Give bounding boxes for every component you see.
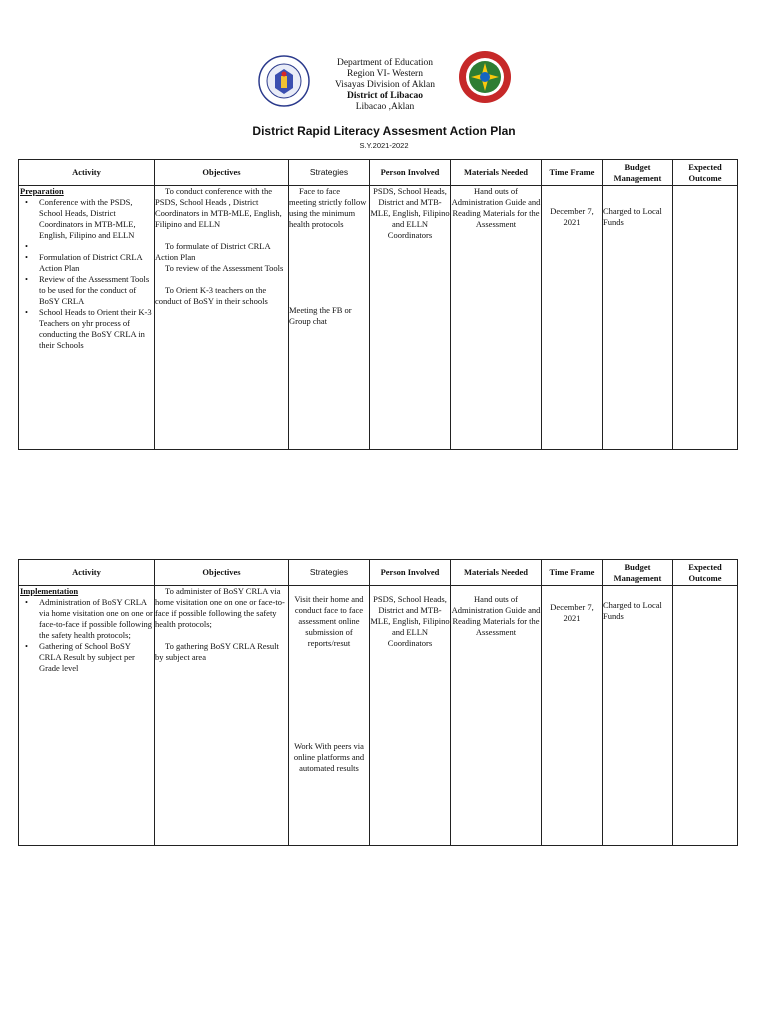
col-time-frame: Time Frame	[542, 160, 603, 186]
objective-text: To gathering BoSY CRLA Result by subject area	[155, 641, 279, 662]
objective-text: To conduct conference with the PSDS, School Heads , District Coordinators in MTB-MLE, English, Filipino and ELLN	[155, 186, 282, 229]
strategy-text: Face to face meeting strictly follow using the minimum health protocols	[289, 186, 367, 229]
col-materials-needed: Materials Needed	[451, 160, 542, 186]
activity-cell	[19, 586, 155, 846]
time-frame-cell: December 7, 2021	[542, 586, 603, 846]
col-person-involved: Person Involved	[370, 160, 451, 186]
letterhead-department: Department of Education	[336, 58, 434, 68]
letterhead-division: Visayas Division of Aklan	[335, 80, 435, 90]
table-row	[19, 586, 738, 846]
list-item: • School Heads to Orient their K-3 Teachers on yhr process of conducting the BoSY CRLA in their Schools	[39, 307, 154, 351]
budget-cell: Charged to Local Funds	[603, 586, 673, 846]
list-item: • Review of the Assessment Tools to be used for the conduct of BoSY CRLA	[39, 274, 154, 307]
list-item: • Conference with the PSDS, School Heads, District Coordinators in MTB-MLE, English, Filipino and ELLN	[39, 197, 154, 241]
letterhead-district: District of Libacao	[347, 91, 423, 101]
strategies-cell	[289, 186, 370, 450]
col-strategies: Strategies	[289, 160, 370, 186]
list-item: • Administration of BoSY CRLA via home visitation one on one or face-to-face if possible following the safety health protocols;	[39, 597, 154, 641]
col-materials-needed: Materials Needed	[451, 560, 542, 586]
col-budget-management: Budget Management	[603, 160, 673, 186]
budget-cell: Charged to Local Funds	[603, 186, 673, 450]
document-title: District Rapid Literacy Assesment Action Plan	[252, 124, 516, 138]
col-expected-outcome: Expected Outcome	[673, 560, 738, 586]
objective-text: To formulate of District CRLA Action Plan	[155, 241, 271, 262]
school-year: S.Y.2021-2022	[359, 141, 409, 150]
col-objectives: Objectives	[155, 160, 289, 186]
col-time-frame: Time Frame	[542, 560, 603, 586]
objective-text: To Orient K-3 teachers on the conduct of BoSY in their schools	[155, 285, 268, 306]
materials-cell: Hand outs of Administration Guide and Reading Materials for the Assessment	[451, 586, 542, 846]
col-expected-outcome: Expected Outcome	[673, 160, 738, 186]
header-row	[19, 160, 738, 186]
letterhead-address: Libacao ,Aklan	[355, 102, 415, 112]
time-frame-cell: December 7, 2021	[542, 186, 603, 450]
col-strategies: Strategies	[289, 560, 370, 586]
strategy-text: Meeting the FB or Group chat	[289, 305, 352, 326]
materials-cell: Hand outs of Administration Guide and Reading Materials for the Assessment	[451, 186, 542, 450]
objective-text: To review of the Assessment Tools	[165, 263, 284, 273]
col-activity: Activity	[19, 560, 155, 586]
letterhead	[300, 58, 470, 113]
objectives-cell	[155, 186, 289, 450]
table-row	[19, 186, 738, 450]
person-involved-cell: PSDS, School Heads, District and MTB-MLE, English, Filipino and ELLN Coordinators	[370, 186, 451, 450]
list-item: • Formulation of District CRLA Action Plan	[39, 252, 154, 274]
outcome-cell	[673, 586, 738, 846]
activity-cell	[19, 186, 155, 450]
preparation-table	[18, 159, 738, 450]
implementation-table	[18, 559, 738, 846]
col-budget-management: Budget Management	[603, 560, 673, 586]
list-item: • Gathering of School BoSY CRLA Result by subject per Grade level	[39, 641, 154, 674]
header-row	[19, 560, 738, 586]
col-activity: Activity	[19, 160, 155, 186]
strategies-cell	[289, 586, 370, 846]
outcome-cell	[673, 186, 738, 450]
col-objectives: Objectives	[155, 560, 289, 586]
person-involved-cell: PSDS, School Heads, District and MTB-MLE, English, Filipino and ELLN Coordinators	[370, 586, 451, 846]
phase-label: Preparation	[20, 186, 64, 196]
strategy-text: Visit their home and conduct face to face assessment online submission of reports/resut	[294, 594, 364, 648]
division-of-aklan-seal-icon	[458, 50, 512, 104]
objectives-cell	[155, 586, 289, 846]
objective-text: To administer of BoSY CRLA via home visitation one on one or face-to-face if possible following the safety health protocols;	[155, 586, 285, 629]
phase-label: Implementation	[20, 586, 79, 596]
letterhead-region: Region VI- Western	[347, 69, 423, 79]
strategy-text: Work With peers via online platforms and automated results	[293, 741, 365, 773]
col-person-involved: Person Involved	[370, 560, 451, 586]
